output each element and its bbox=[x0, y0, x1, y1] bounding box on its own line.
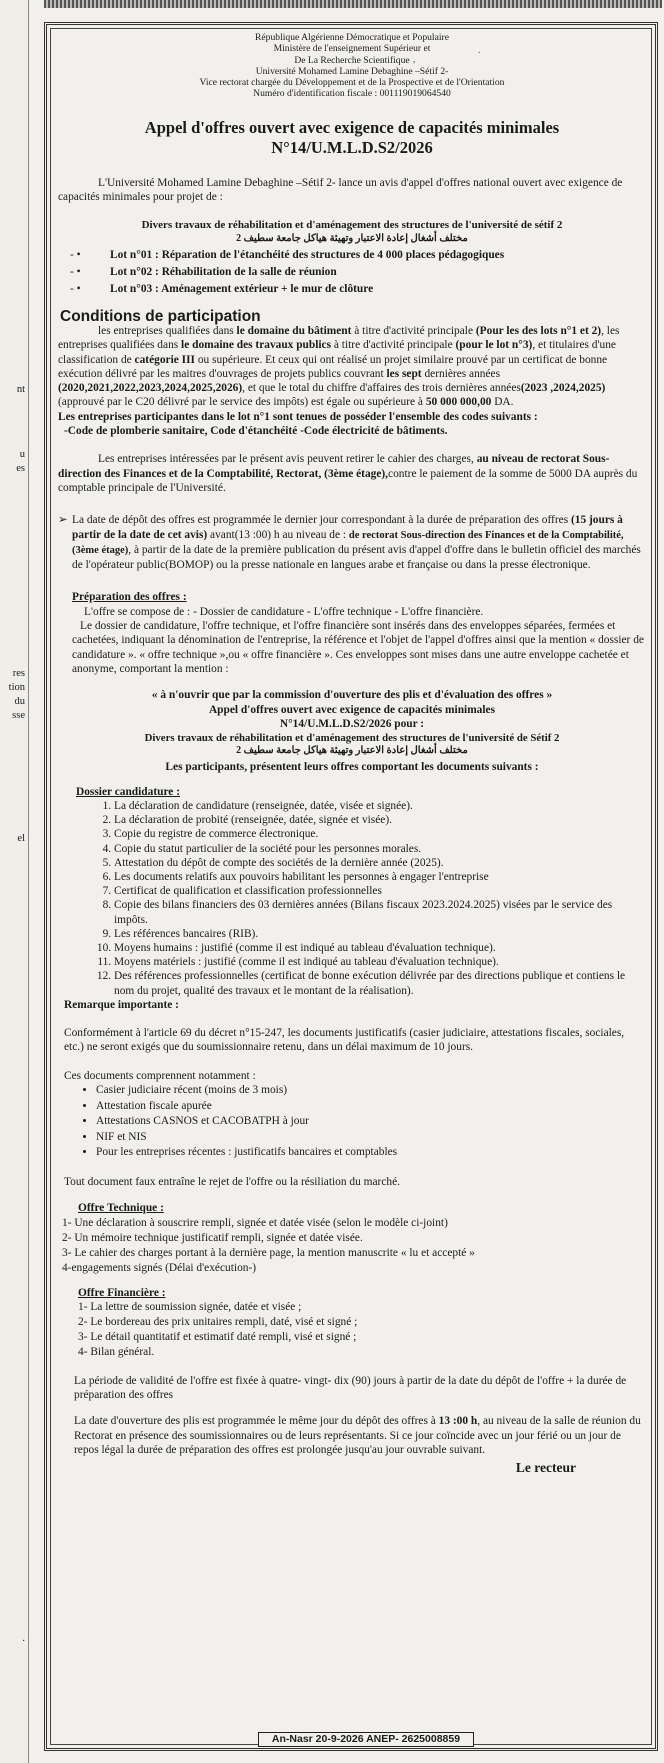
list-item: 1. La déclaration de candidature (renseignée, datée, visée et signée). bbox=[114, 799, 646, 813]
left-fragment: u bbox=[19, 449, 25, 460]
list-item: 9. Les références bancaires (RIB). bbox=[114, 927, 646, 941]
header-line: De La Recherche Scientifique bbox=[294, 54, 410, 66]
list-item: 2- Un mémoire technique justificatif rempli, signée et datée visée. bbox=[62, 1231, 363, 1244]
intro-paragraph: L'Université Mohamed Lamine Debaghine –Sétif 2- lance un avis d'appel d'offres national ouvert avec exigence de capacités minimales pour projet de : bbox=[58, 176, 623, 204]
list-item: • Pour les entreprises récentes : justificatifs bancaires et comptables bbox=[96, 1145, 646, 1161]
dossier-section bbox=[58, 785, 646, 998]
project-title: Divers travaux de réhabilitation et d'aménagement des structures de l'université de sétif 2 bbox=[141, 219, 563, 232]
publication-footer: An-Nasr 20-9-2026 ANEP- 2625008859 bbox=[258, 1732, 474, 1747]
validity-paragraph: La période de validité de l'offre est fixée à quatre- vingt- dix (90) jours à partir de la date du dépôt de l'offre + la durée de préparation des offres bbox=[74, 1374, 627, 1402]
remark-heading: Remarque importante : bbox=[64, 998, 179, 1011]
list-item: 2- Le bordereau des prix unitaires rempli, daté, visé et signé ; bbox=[78, 1315, 358, 1328]
opening-paragraph: La date d'ouverture des plis est programmée le même jour du dépôt des offres à 13 :00 h, au niveau de la salle de réunion du Rectorat en présence des soumissionnaires ou de leurs représentants. Si ce jour coïncide avec un jour férié ou un jour de repos légal la durée de préparation des offres est prolongée jusqu'au jour ouvrable suivant. bbox=[74, 1415, 641, 1457]
lot1-requirement: Les entreprises participantes dans le lot n°1 sont tenues de posséder l'ensemble des codes suivants : bbox=[58, 410, 538, 423]
header-line: République Algérienne Démocratique et Populaire bbox=[255, 32, 449, 43]
signature: Le recteur bbox=[515, 1460, 576, 1476]
preparation-heading: Préparation des offres : bbox=[72, 591, 187, 604]
tender-title-line: Appel d'offres ouvert avec exigence de capacités minimales bbox=[144, 117, 560, 137]
list-item: - • Lot n°02 : Réhabilitation de la salle de réunion bbox=[58, 264, 646, 281]
mention-line: « à n'ouvrir que par la commission d'ouverture des plis et d'évaluation des offres » bbox=[151, 689, 553, 702]
left-fragment: nt bbox=[16, 384, 25, 395]
speck: , bbox=[413, 54, 416, 65]
lot1-codes: -Code de plomberie sanitaire, Code d'étanchéité -Code électricité de bâtiments. bbox=[64, 425, 448, 438]
mention-line: Divers travaux de réhabilitation et d'aménagement des structures de l'université de Sétif 2 bbox=[144, 732, 560, 745]
dossier-list bbox=[76, 799, 646, 998]
header-line: Numéro d'identification fiscale : 001119019064540 bbox=[253, 88, 451, 100]
institution-header bbox=[58, 32, 646, 100]
tender-number: N°14/U.M.L.D.S2/2026 bbox=[271, 137, 433, 157]
list-item: 4- Bilan général. bbox=[78, 1345, 155, 1358]
list-item: 7. Certificat de qualification et classification professionnelles bbox=[114, 884, 646, 898]
conditions-heading: Conditions de participation bbox=[60, 307, 261, 325]
list-item: 11. Moyens matériels : justifié (comme il est indiqué au tableau d'évaluation technique). bbox=[114, 955, 646, 969]
list-item: 10. Moyens humains : justifié (comme il est indiqué au tableau d'évaluation technique). bbox=[114, 941, 646, 955]
left-fragment: tion bbox=[8, 682, 25, 693]
left-fragment: . bbox=[22, 1633, 25, 1644]
announcement-content bbox=[58, 30, 646, 1476]
list-item: 2. La déclaration de probité (renseignée, datée, signée et visée). bbox=[114, 813, 646, 827]
project-title-arabic: مختلف أشغال إعادة الاعتبار وتهيئة هياكل جامعة سطيف 2 bbox=[236, 232, 468, 244]
mention-line-arabic: مختلف أشغال إعادة الاعتبار وتهيئة هياكل جامعة سطيف 2 bbox=[236, 745, 468, 757]
lots-list bbox=[58, 247, 646, 298]
header-line: Ministère de l'enseignement Supérieur et bbox=[273, 43, 431, 55]
list-item: 1- La lettre de soumission signée, datée et visée ; bbox=[78, 1300, 302, 1313]
header-line: Université Mohamed Lamine Debaghine –Sétif 2- bbox=[255, 65, 449, 77]
left-fragment: sse bbox=[12, 710, 25, 721]
mention-line: Appel d'offres ouvert avec exigence de capacités minimales bbox=[208, 703, 496, 716]
page-top-bar bbox=[44, 0, 662, 8]
preparation-section bbox=[58, 590, 646, 676]
arrow-icon: ➢ bbox=[58, 514, 68, 527]
list-item: • Casier judiciaire récent (moins de 3 mois) bbox=[96, 1083, 646, 1099]
list-item: - • Lot n°03 : Aménagement extérieur + le mur de clôture bbox=[58, 281, 646, 298]
conditions-paragraph: les entreprises qualifiées dans le domaine du bâtiment à titre d'activité principale (Pour les des lots n°1 et 2), les entreprises qualifiées dans le domaine des travaux publics à titre d'activité principale (pour le lot n°3), et titulaires d'une classification de catégorie III ou supérieure. Et ceux qui ont réalisé un projet similaire prouvé par un certificat de bonne exécution délivré par les maitres d'ouvrages de projets publics couvrant les sept dernières années (2020,2021,2022,2023,2024,2025,2026), et que le total du chiffre d'affaires des trois dernières années(2023 ,2024,2025) (approuvé par le C20 délivré par le service des impôts) est égale ou supérieure à 50 000 000,00 DA. bbox=[58, 324, 620, 409]
list-item: 3. Copie du registre de commerce électronique. bbox=[114, 827, 646, 841]
list-item: 5. Attestation du dépôt de compte des sociétés de la dernière année (2025). bbox=[114, 856, 646, 870]
list-item: • NIF et NIS bbox=[96, 1130, 646, 1146]
financial-offer-heading: Offre Financière : bbox=[78, 1286, 166, 1299]
mention-line: N°14/U.M.L.D.S2/2026 pour : bbox=[279, 717, 425, 730]
list-item: 6. Les documents relatifs aux pouvoirs habilitant les personnes à engager l'entreprise bbox=[114, 870, 646, 884]
preparation-p1: L'offre se compose de : - Dossier de candidature - L'offre technique - L'offre financière. bbox=[84, 605, 484, 618]
list-item: • Attestation fiscale apurée bbox=[96, 1099, 646, 1115]
deposit-paragraph: ➢ La date de dépôt des offres est programmée le dernier jour correspondant à la durée de préparation des offres (15 jours à partir de la date de cet avis) avant(13 :00) h au niveau de : de rectorat Sous-direction des Finances et de la Comptabilité, (3ème étage), à partir de la date de la première publication du présent avis d'appel d'offre dans le bulletin officiel des marchés de l'opérateur public(BOMOP) ou la presse nationale en langues arabe et française ou dans la presse électronique. bbox=[58, 514, 641, 572]
documents-list bbox=[58, 1083, 646, 1161]
financial-offer-section bbox=[58, 1286, 646, 1360]
false-document-warning: Tout document faux entraîne le rejet de l'offre ou la résiliation du marché. bbox=[64, 1175, 400, 1188]
documents-intro: Ces documents comprennent notamment : bbox=[64, 1069, 256, 1082]
remark-paragraph: Conformément à l'article 69 du décret n°15-247, les documents justificatifs (casier judiciaire, attestations fiscales, sociales, etc.) ne seront exigés que du soumissionnaire retenu, dans un délai maximum de 10 jours. bbox=[64, 1027, 625, 1054]
envelope-mention bbox=[58, 688, 646, 774]
list-item: 1- Une déclaration à souscrire rempli, signée et datée visée (selon le modèle ci-joint) bbox=[62, 1216, 448, 1229]
mention-line: Les participants, présentent leurs offres comportant les documents suivants : bbox=[165, 761, 539, 774]
left-fragment: res bbox=[12, 668, 25, 679]
left-fragment: el bbox=[17, 833, 25, 844]
dossier-heading: Dossier candidature : bbox=[76, 785, 180, 798]
speck: . bbox=[478, 45, 481, 56]
list-item: 4. Copie du statut particulier de la société pour les personnes morales. bbox=[114, 842, 646, 856]
technical-offer-heading: Offre Technique : bbox=[78, 1202, 164, 1215]
list-item: 8. Copie des bilans financiers des 03 dernières années (Bilans fiscaux 2023.2024.2025) visées par le service des impôts. bbox=[114, 898, 646, 926]
list-item: 4-engagements signés (Délai d'exécution-) bbox=[62, 1261, 257, 1274]
list-item: 3- Le détail quantitatif et estimatif daté rempli, visé et signé ; bbox=[78, 1330, 357, 1343]
header-line: Vice rectorat chargée du Développement et de la Prospective et de l'Orientation bbox=[199, 77, 505, 89]
withdrawal-paragraph: Les entreprises intéressées par le présent avis peuvent retirer le cahier des charges, au niveau de rectorat Sous-direction des Finances et de la Comptabilité, Rectorat, (3ème étage),contre le paiement de la somme de 5000 DA auprès du comptable principale de l'Université. bbox=[58, 453, 638, 494]
list-item: - • Lot n°01 : Réparation de l'étanchéité des structures de 4 000 places pédagogiques bbox=[58, 247, 646, 264]
left-fragment: es bbox=[16, 463, 25, 474]
list-item: • Attestations CASNOS et CACOBATPH à jour bbox=[96, 1114, 646, 1130]
technical-offer-section bbox=[58, 1201, 646, 1275]
adjacent-column bbox=[0, 0, 29, 1763]
list-item: 3- Le cahier des charges portant à la dernière page, la mention manuscrite « lu et accepté » bbox=[62, 1246, 475, 1259]
left-fragment: du bbox=[14, 696, 25, 707]
list-item: 12. Des références professionnelles (certificat de bonne exécution délivrée par des directions publique et contiens le nom du projet, qualité des travaux et le montant de la réalisation). bbox=[114, 969, 646, 997]
tender-title bbox=[58, 118, 646, 158]
preparation-p2: Le dossier de candidature, l'offre technique, et l'offre financière sont insérés dans des enveloppes séparées, fermées et cachetées, indiquant la dénomination de l'entreprise, la référence et l'objet de l'appel d'offres ainsi que la mention « dossier de candidature ». « offre technique »,ou « offre financière ». Ces enveloppes sont mises dans une autre enveloppe cachetée et anonyme, comportant la mention : bbox=[72, 620, 644, 675]
